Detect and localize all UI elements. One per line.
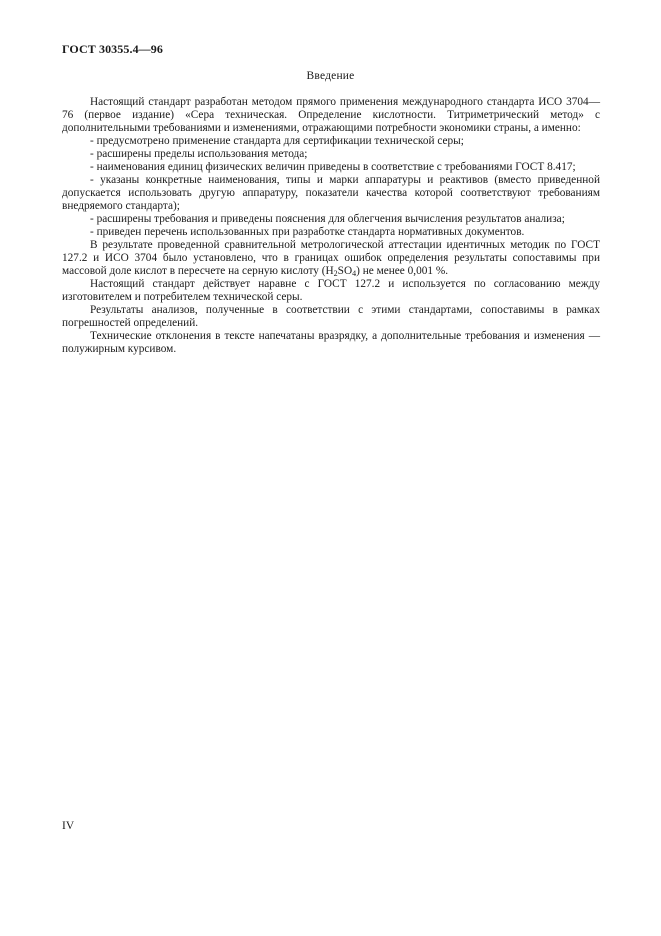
paragraph-deviations: Технические отклонения в тексте напечатаны вразрядку, а дополнительные требования и изменения — полужирным курсивом. [62, 330, 600, 355]
paragraph-intro: Настоящий стандарт разработан методом прямого применения международного стандарта ИСО 3704—76 (первое издание) «Сера техническая. Определение кислотности. Титриметрический метод» с дополнительными требованиями и изменениями, отражающими потребности экономики страны, а именно: [62, 96, 600, 134]
formula-so: SO [337, 265, 353, 277]
list-item-units: - наименования единиц физических величин приведены в соответствие с требованиями ГОСТ 8.417; [90, 161, 576, 173]
subscript-2: 2 [333, 269, 338, 278]
attestation-text-end: ) не менее 0,001 %. [356, 265, 449, 277]
page-number: IV [62, 820, 75, 832]
document-number: ГОСТ 30355.4—96 [62, 42, 163, 56]
list-item-calculation: - расширены требования и приведены пояснения для облегчения вычисления результатов анализа; [90, 213, 565, 225]
subscript-4: 4 [352, 269, 357, 278]
paragraph-validity: Настоящий стандарт действует наравне с ГОСТ 127.2 и используется по согласованию между изготовителем и потребителем технической серы. [62, 278, 600, 303]
introduction-body [62, 96, 600, 356]
section-title: Введение [306, 70, 355, 82]
paragraph-comparability: Результаты анализов, полученные в соответствии с этими стандартами, сопоставимы в рамках погрешностей определений. [62, 304, 600, 329]
list-item-method-limits: - расширены пределы использования метода; [90, 148, 308, 160]
attestation-text-start: В результате проведенной сравнительной метрологической аттестации идентичных методик по ГОСТ 127.2 и ИСО 3704 было установлено, что в границах ошибок определения результаты сопоставимы при массовой доле кислот в пересчете на серную кислоту (H [62, 239, 600, 277]
list-item-references: - приведен перечень использованных при разработке стандарта нормативных документов. [90, 226, 525, 238]
list-item-certification: - предусмотрено применение стандарта для сертификации технической серы; [90, 135, 464, 147]
paragraph-attestation [62, 239, 600, 278]
list-item-equipment: - указаны конкретные наименования, типы и марки аппаратуры и реактивов (вместо приведенной допускается использовать другую аппаратуру, показатели качества которой соответствуют требованиям внедряемого стандарта); [62, 174, 600, 212]
